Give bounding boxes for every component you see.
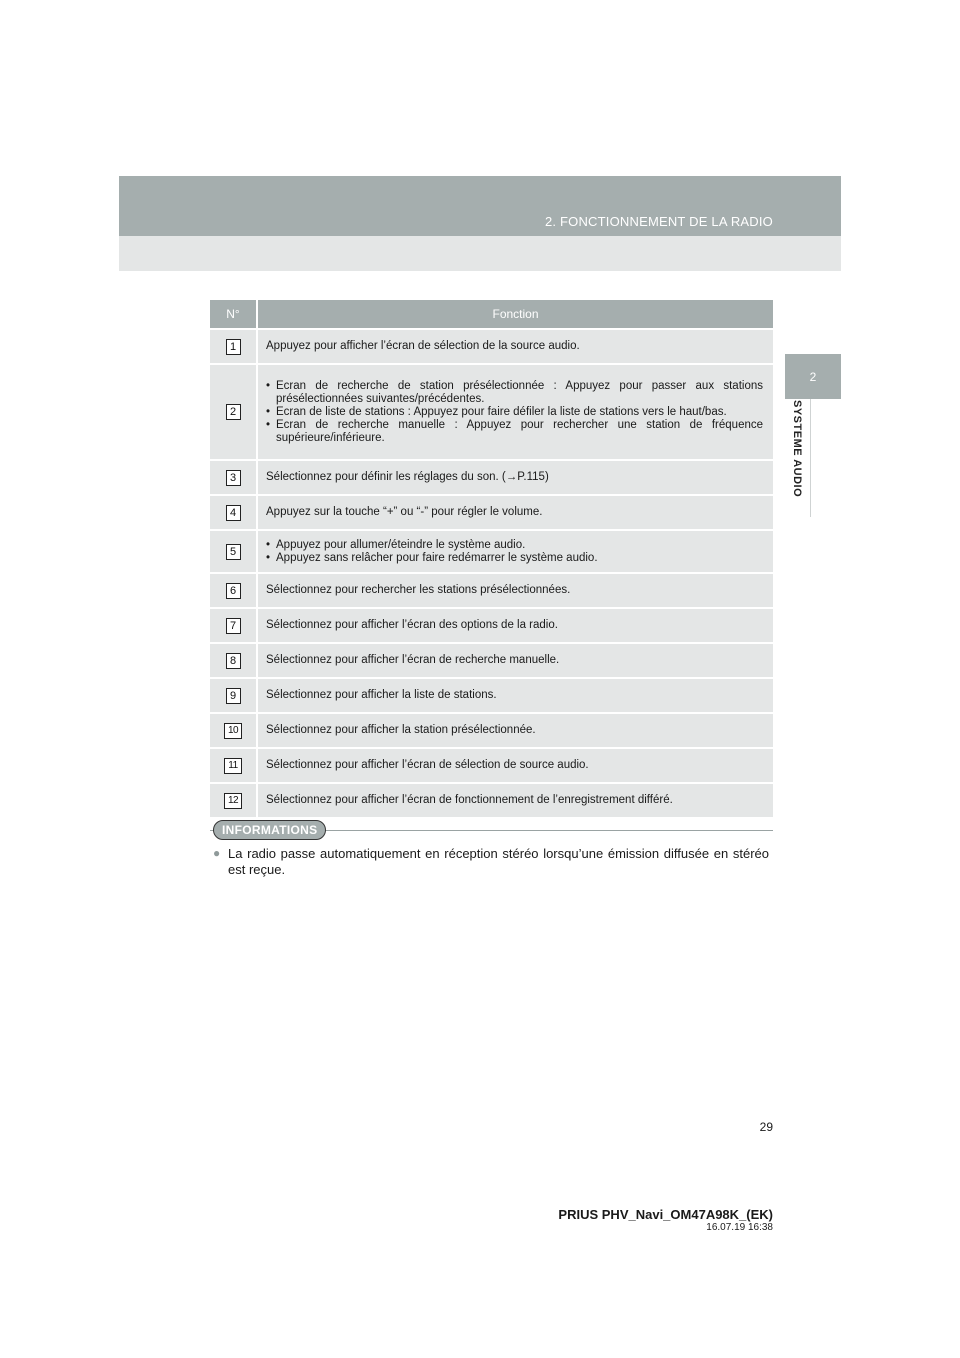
table-row [210, 714, 773, 747]
row-number-cell [210, 749, 258, 782]
callout-number: 11 [224, 758, 242, 774]
row-description: Sélectionnez pour afficher l’écran de fonctionnement de l’enregistrement différé. [266, 794, 673, 806]
callout-number: 5 [226, 544, 241, 560]
row-description-cell [258, 609, 773, 642]
row-description-cell [258, 714, 773, 747]
page-number: 29 [759, 1120, 773, 1134]
document-timestamp: 16.07.19 16:38 [706, 1222, 773, 1233]
bullet-item: • Appuyez sans relâcher pour faire redémarrer le système audio. [266, 552, 763, 565]
callout-number: 12 [224, 793, 242, 809]
header-bar [119, 176, 841, 236]
table-row [210, 496, 773, 529]
table-row [210, 644, 773, 677]
row-number-cell [210, 531, 258, 572]
table-row [210, 784, 773, 817]
row-number-cell [210, 365, 258, 459]
header-band [119, 176, 841, 271]
row-description: Sélectionnez pour afficher l’écran de sélection de source audio. [266, 759, 589, 771]
chapter-divider [810, 399, 811, 517]
row-description-cell [258, 531, 773, 572]
row-number-cell [210, 574, 258, 607]
table-row [210, 609, 773, 642]
row-number-cell [210, 679, 258, 712]
table-row [210, 330, 773, 363]
row-description-cell [258, 784, 773, 817]
row-description-cell [258, 461, 773, 494]
bullet-item: • Ecran de liste de stations : Appuyez pour faire défiler la liste de stations vers le haut/bas. [266, 406, 763, 419]
row-description: Sélectionnez pour afficher l’écran de recherche manuelle. [266, 654, 560, 666]
info-bullet-icon: ● [213, 846, 221, 860]
row-number-cell [210, 644, 258, 677]
row-description-cell [258, 365, 773, 459]
chapter-label: SYSTEME AUDIO [791, 400, 803, 498]
column-header-function: Fonction [258, 300, 773, 328]
row-description-cell [258, 496, 773, 529]
row-description-cell [258, 679, 773, 712]
bullet-list [266, 539, 763, 565]
callout-number: 6 [226, 583, 241, 599]
document-id: PRIUS PHV_Navi_OM47A98K_(EK) [558, 1207, 773, 1222]
row-number-cell [210, 609, 258, 642]
function-table [210, 298, 773, 819]
callout-number: 3 [226, 470, 241, 486]
row-number-cell [210, 714, 258, 747]
table-row [210, 679, 773, 712]
row-description: Appuyez pour afficher l’écran de sélection de la source audio. [266, 340, 580, 352]
row-number-cell [210, 461, 258, 494]
bullet-list [266, 380, 763, 445]
bullet-item: • Ecran de recherche de station présélectionnée : Appuyez pour passer aux stations présélectionnées suivantes/précédentes. [266, 380, 763, 406]
row-number-cell [210, 496, 258, 529]
table-row [210, 574, 773, 607]
table-body [210, 330, 773, 817]
info-label: INFORMATIONS [213, 820, 326, 840]
table-row [210, 461, 773, 494]
row-number-cell [210, 784, 258, 817]
table-row [210, 365, 773, 459]
bullet-item: • Ecran de recherche manuelle : Appuyez pour rechercher une station de fréquence supérieure/inférieure. [266, 419, 763, 445]
row-description: Sélectionnez pour afficher la station présélectionnée. [266, 724, 536, 736]
row-description: Sélectionnez pour afficher la liste de stations. [266, 689, 497, 701]
row-number-cell [210, 330, 258, 363]
row-description-cell [258, 574, 773, 607]
section-title: 2. FONCTIONNEMENT DE LA RADIO [544, 214, 773, 229]
row-description-cell [258, 644, 773, 677]
row-description: Sélectionnez pour rechercher les stations présélectionnées. [266, 584, 571, 596]
callout-number: 1 [226, 339, 241, 355]
table-header-row [210, 300, 773, 328]
row-description: Sélectionnez pour afficher l’écran des options de la radio. [266, 619, 558, 631]
table-row [210, 531, 773, 572]
callout-number: 9 [226, 688, 241, 704]
row-description-cell [258, 330, 773, 363]
callout-number: 7 [226, 618, 241, 634]
table-row [210, 749, 773, 782]
bullet-item: • Appuyez pour allumer/éteindre le système audio. [266, 539, 763, 552]
callout-number: 4 [226, 505, 241, 521]
row-description: Sélectionnez pour définir les réglages du son. (→P.115) [266, 471, 549, 483]
callout-number: 10 [224, 723, 242, 739]
info-text [213, 846, 769, 878]
callout-number: 2 [226, 404, 241, 420]
column-header-num: N° [210, 300, 258, 328]
info-body: La radio passe automatiquement en réception stéréo lorsqu’une émission diffusée en stéréo est reçue. [228, 846, 769, 877]
chapter-tab: 2 [785, 354, 841, 399]
callout-number: 8 [226, 653, 241, 669]
row-description-cell [258, 749, 773, 782]
row-description: Appuyez sur la touche “+” ou “-” pour régler le volume. [266, 506, 543, 518]
